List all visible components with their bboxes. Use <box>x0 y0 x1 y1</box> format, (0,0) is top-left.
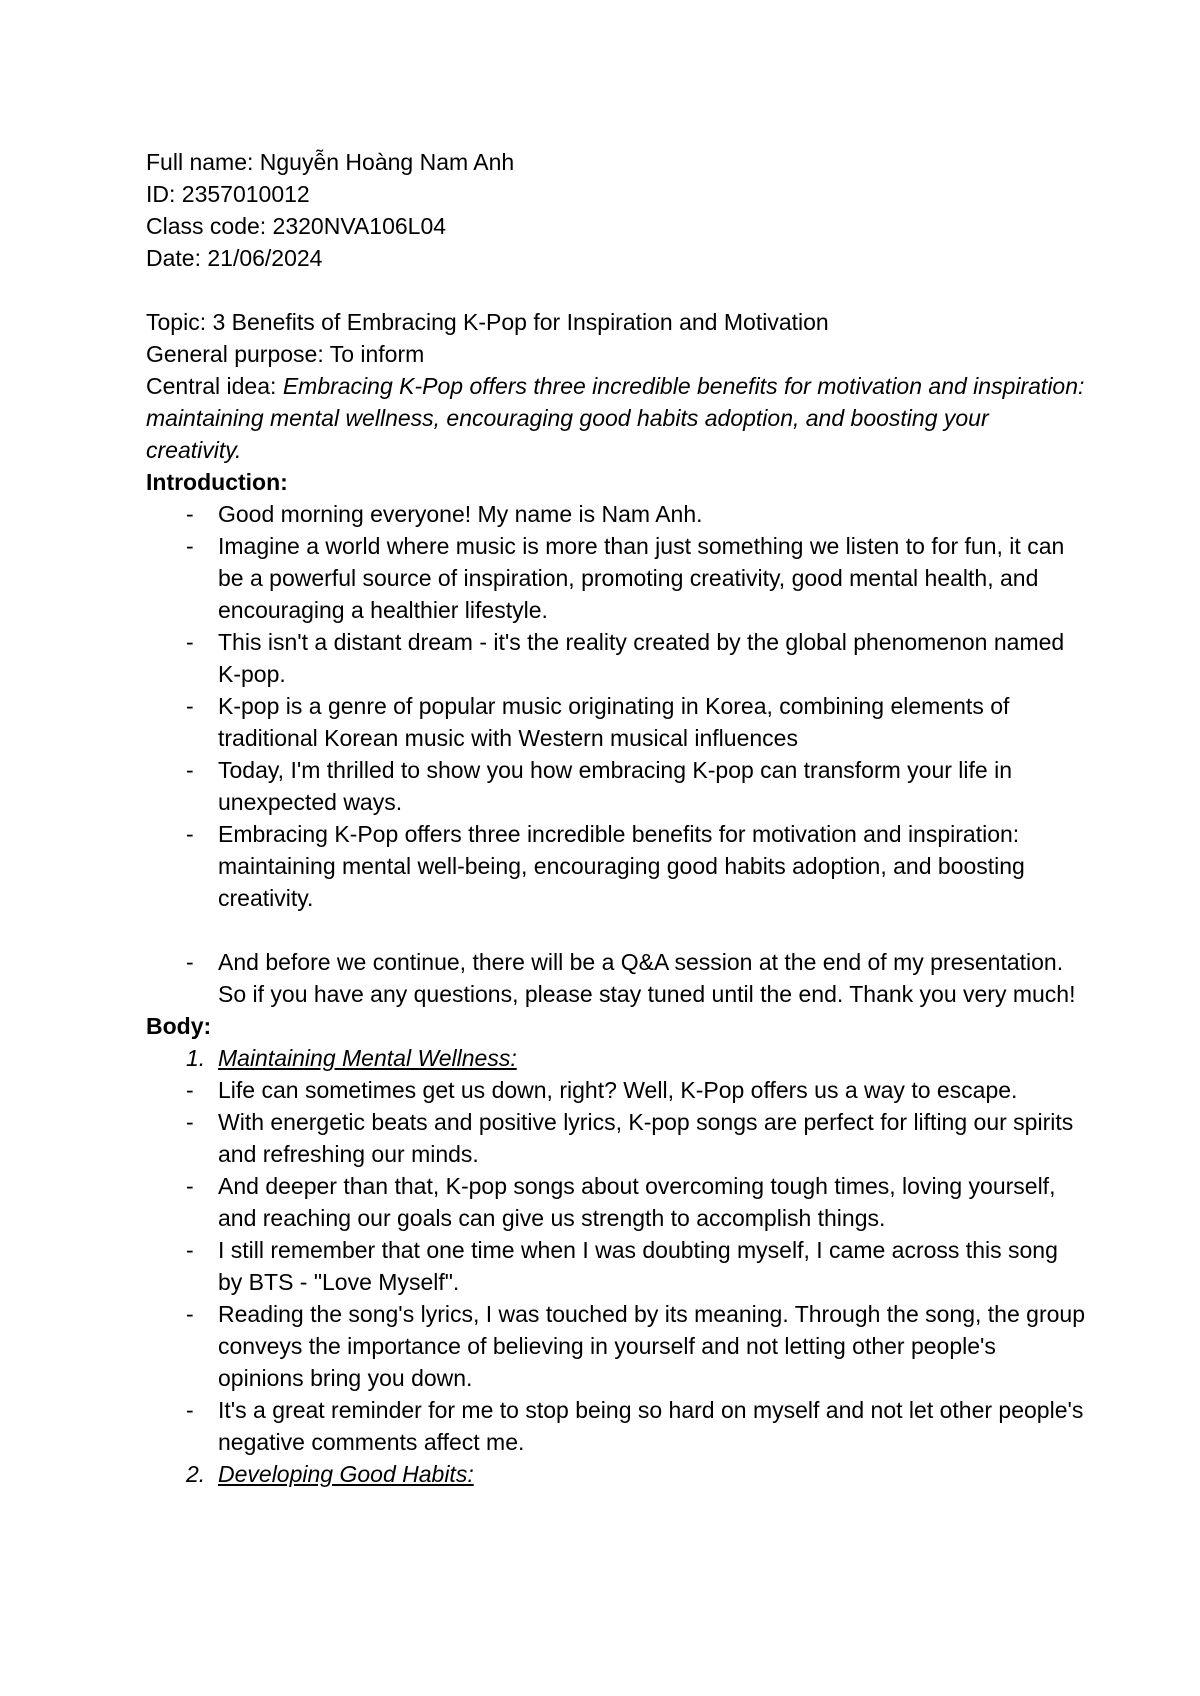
introduction-heading: Introduction: <box>146 469 288 495</box>
bullet-mark: - <box>186 949 194 975</box>
bullet-text: And before we continue, there will be a Q&A session at the end of my presentation. So if you have any questions, please stay tuned until the end. Thank you very much! <box>218 949 1076 1007</box>
body-bullet <box>146 1394 1086 1458</box>
bullet-mark: - <box>186 629 194 655</box>
section-title: Maintaining Mental Wellness: <box>218 1045 517 1071</box>
bullet-mark: - <box>186 1301 194 1327</box>
intro-bullet <box>146 626 1086 690</box>
document-page <box>146 146 1086 1490</box>
central-idea-line <box>146 370 1086 466</box>
student-id-line: ID: 2357010012 <box>146 181 310 207</box>
class-code-line: Class code: 2320NVA106L04 <box>146 213 447 239</box>
topic-line: Topic: 3 Benefits of Embracing K-Pop for Inspiration and Motivation <box>146 309 829 335</box>
date-line: Date: 21/06/2024 <box>146 245 323 271</box>
bullet-mark: - <box>186 1397 194 1423</box>
body-bullet <box>146 1170 1086 1234</box>
intro-bullet <box>146 946 1086 1010</box>
bullet-text: Embracing K-Pop offers three incredible benefits for motivation and inspiration: maintaining mental well-being, encouraging good habits adoption, and boosting creativity. <box>218 821 1025 911</box>
bullet-mark: - <box>186 821 194 847</box>
bullet-mark: - <box>186 1237 194 1263</box>
intro-bullet <box>146 530 1086 626</box>
bullet-text: With energetic beats and positive lyrics, K-pop songs are perfect for lifting our spirits and refreshing our minds. <box>218 1109 1074 1167</box>
section-number: 1. <box>186 1045 206 1071</box>
bullet-text: I still remember that one time when I was doubting myself, I came across this song by BTS - "Love Myself". <box>218 1237 1058 1295</box>
central-idea-text: Embracing K-Pop offers three incredible benefits for motivation and inspiration: maintaining mental wellness, encouraging good habits adoption, and boosting your creativity. <box>146 373 1085 463</box>
spacer <box>146 274 1086 306</box>
central-idea-label: Central idea: <box>146 373 283 399</box>
section-title: Developing Good Habits: <box>218 1461 474 1487</box>
body-heading: Body: <box>146 1013 212 1039</box>
bullet-mark: - <box>186 1173 194 1199</box>
body-bullet <box>146 1234 1086 1298</box>
bullet-mark: - <box>186 1077 194 1103</box>
bullet-mark: - <box>186 533 194 559</box>
bullet-text: And deeper than that, K-pop songs about overcoming tough times, loving yourself, and reaching our goals can give us strength to accomplish things. <box>218 1173 1056 1231</box>
general-purpose-line: General purpose: To inform <box>146 341 425 367</box>
body-bullet <box>146 1298 1086 1394</box>
bullet-text: This isn't a distant dream - it's the reality created by the global phenomenon named K-pop. <box>218 629 1065 687</box>
bullet-text: Today, I'm thrilled to show you how embracing K-pop can transform your life in unexpected ways. <box>218 757 1012 815</box>
section-heading <box>146 1042 1086 1074</box>
bullet-text: Imagine a world where music is more than just something we listen to for fun, it can be a powerful source of inspiration, promoting creativity, good mental health, and encouraging a healthier lifestyle. <box>218 533 1065 623</box>
bullet-mark: - <box>186 757 194 783</box>
intro-bullet <box>146 754 1086 818</box>
intro-bullet <box>146 498 1086 530</box>
bullet-text: Life can sometimes get us down, right? Well, K-Pop offers us a way to escape. <box>218 1077 1018 1103</box>
section-number: 2. <box>186 1461 206 1487</box>
full-name-line: Full name: Nguyễn Hoàng Nam Anh <box>146 149 515 175</box>
bullet-text: It's a great reminder for me to stop being so hard on myself and not let other people's negative comments affect me. <box>218 1397 1084 1455</box>
intro-bullet <box>146 818 1086 914</box>
section-heading <box>146 1458 1086 1490</box>
bullet-mark: - <box>186 693 194 719</box>
body-bullet <box>146 1106 1086 1170</box>
bullet-text: K-pop is a genre of popular music originating in Korea, combining elements of traditional Korean music with Western musical influences <box>218 693 1010 751</box>
bullet-mark: - <box>186 1109 194 1135</box>
intro-bullet <box>146 690 1086 754</box>
bullet-text: Reading the song's lyrics, I was touched by its meaning. Through the song, the group conveys the importance of believing in yourself and not letting other people's opinions bring you down. <box>218 1301 1085 1391</box>
bullet-mark: - <box>186 501 194 527</box>
bullet-text: Good morning everyone! My name is Nam Anh. <box>218 501 703 527</box>
body-bullet <box>146 1074 1086 1106</box>
